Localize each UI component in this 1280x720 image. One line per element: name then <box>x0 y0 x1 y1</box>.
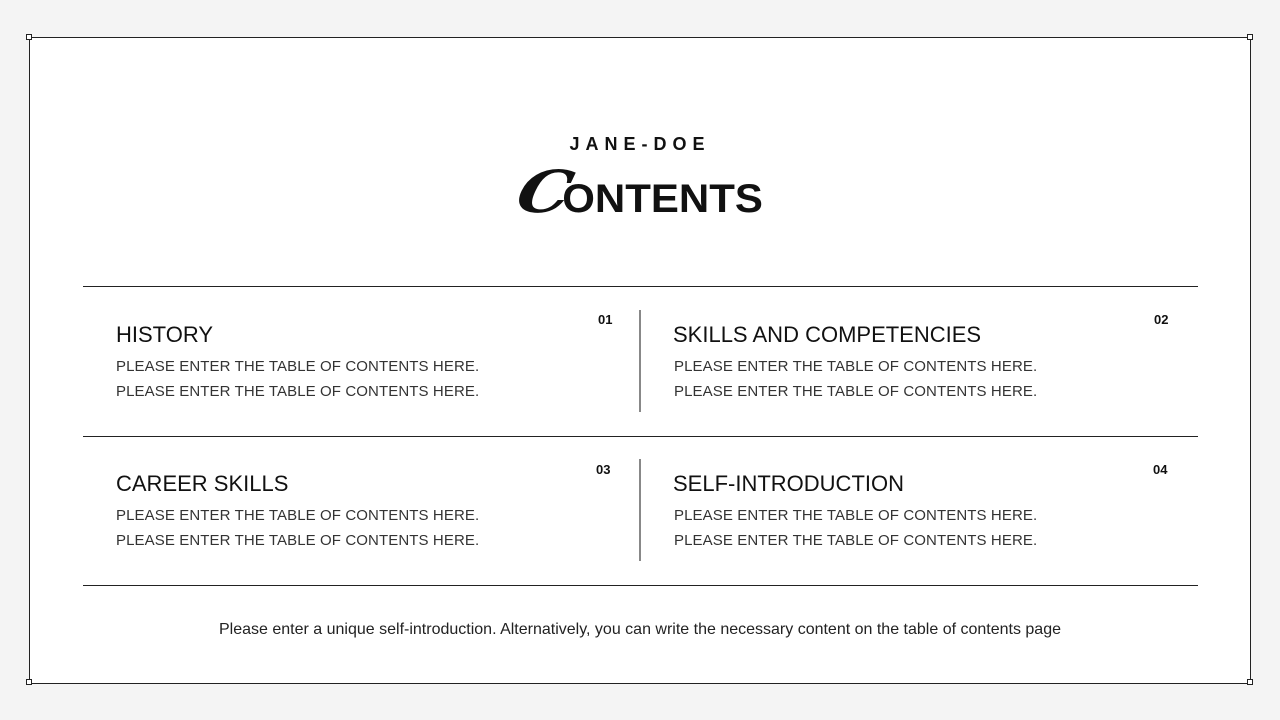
resize-handle-bottom-right[interactable] <box>1247 679 1253 685</box>
divider-top <box>83 286 1198 287</box>
author-subtitle: JANE-DOE <box>569 134 711 154</box>
section-title: SKILLS AND COMPETENCIES <box>673 322 982 347</box>
page-title <box>0 158 1280 226</box>
title-initial-letter: C <box>510 158 581 226</box>
section-line: PLEASE ENTER THE TABLE OF CONTENTS HERE. <box>116 358 480 375</box>
divider-bottom <box>83 585 1198 586</box>
column-divider-row1 <box>639 310 641 412</box>
section-line: PLEASE ENTER THE TABLE OF CONTENTS HERE. <box>116 532 480 549</box>
section-line: PLEASE ENTER THE TABLE OF CONTENTS HERE. <box>116 383 480 400</box>
section-number: 02 <box>1154 312 1169 327</box>
section-line: PLEASE ENTER THE TABLE OF CONTENTS HERE. <box>674 383 1038 400</box>
section-title: SELF-INTRODUCTION <box>673 471 904 496</box>
section-title: HISTORY <box>116 322 213 347</box>
resize-handle-top-right[interactable] <box>1247 34 1253 40</box>
section-number: 04 <box>1153 462 1168 477</box>
resize-handle-bottom-left[interactable] <box>26 679 32 685</box>
footer-note: Please enter a unique self-introduction. Alternatively, you can write the necessary content on the table of contents page <box>219 621 1061 638</box>
section-title: CAREER SKILLS <box>116 471 289 496</box>
section-number: 01 <box>598 312 613 327</box>
title-rest: ONTENTS <box>561 177 763 221</box>
section-line: PLEASE ENTER THE TABLE OF CONTENTS HERE. <box>674 507 1038 524</box>
section-number: 03 <box>596 462 611 477</box>
section-line: PLEASE ENTER THE TABLE OF CONTENTS HERE. <box>674 532 1038 549</box>
column-divider-row2 <box>639 459 641 561</box>
divider-middle <box>83 436 1198 437</box>
section-line: PLEASE ENTER THE TABLE OF CONTENTS HERE. <box>116 507 480 524</box>
resize-handle-top-left[interactable] <box>26 34 32 40</box>
section-line: PLEASE ENTER THE TABLE OF CONTENTS HERE. <box>674 358 1038 375</box>
